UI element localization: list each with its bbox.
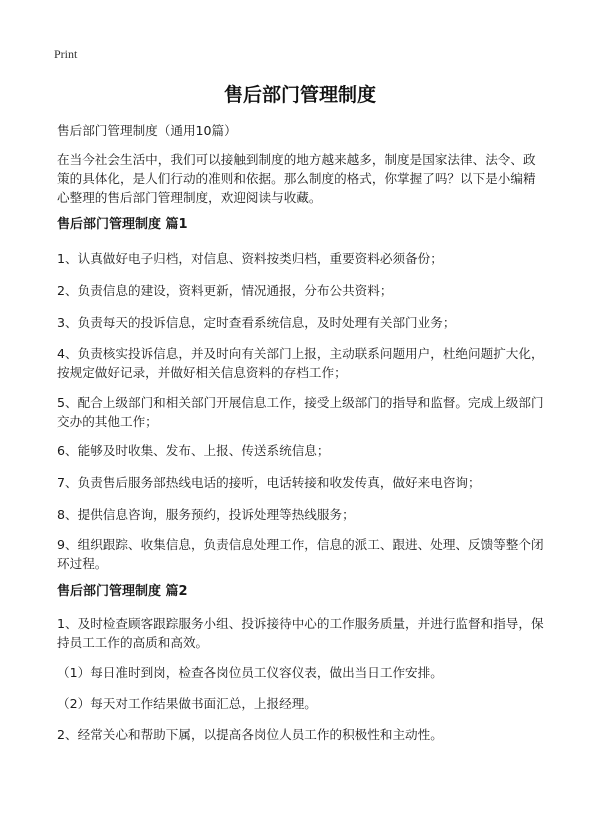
section-heading-2: 售后部门管理制度 篇2: [57, 584, 188, 599]
intro-paragraph: 在当今社会生活中，我们可以接触到制度的地方越来越多，制度是国家法律、法令、政策的具体化，是人们行动的准则和依据。那么制度的格式，你掌握了吗？以下是小编精心整理的售后部门管理制度，欢迎阅读与收藏。: [57, 152, 536, 205]
list-item: （1）每日准时到岗，检查各岗位员工仪容仪表，做出当日工作安排。: [57, 665, 443, 680]
document-title: 售后部门管理制度: [223, 84, 376, 106]
list-item: 4、负责核实投诉信息，并及时向有关部门上报，主动联系问题用户，杜绝问题扩大化，按规定做好记录，并做好相关信息资料的存档工作；: [57, 346, 544, 380]
list-item: 1、及时检查顾客跟踪服务小组、投诉接待中心的工作服务质量，并进行监督和指导，保持员工工作的高质和高效。: [57, 616, 544, 650]
list-item: 6、能够及时收集、发布、上报、传送系统信息；: [57, 443, 330, 458]
list-item: 2、负责信息的建设，资料更新，情况通报，分布公共资料；: [57, 283, 393, 298]
list-item: 2、经常关心和帮助下属，以提高各岗位人员工作的积极性和主动性。: [57, 727, 443, 742]
list-item: 9、组织跟踪、收集信息，负责信息处理工作，信息的派工、跟进、处理、反馈等整个闭环过程。: [57, 537, 544, 571]
list-item: 1、认真做好电子归档，对信息、资料按类归档，重要资料必须备份；: [57, 251, 443, 266]
list-item: 7、负责售后服务部热线电话的接听，电话转接和收发传真，做好来电咨询；: [57, 475, 481, 490]
print-label[interactable]: Print: [54, 47, 78, 61]
list-item: 3、负责每天的投诉信息，定时查看系统信息，及时处理有关部门业务；: [57, 315, 456, 330]
list-item: 5、配合上级部门和相关部门开展信息工作，接受上级部门的指导和监督。完成上级部门交办的其他工作；: [57, 395, 544, 429]
list-item: 8、提供信息咨询，服务预约，投诉处理等热线服务；: [57, 507, 355, 522]
section-heading-1: 售后部门管理制度 篇1: [57, 217, 188, 232]
list-item: （2）每天对工作结果做书面汇总，上报经理。: [57, 696, 317, 711]
document-subtitle: 售后部门管理制度（通用10篇）: [57, 123, 237, 138]
